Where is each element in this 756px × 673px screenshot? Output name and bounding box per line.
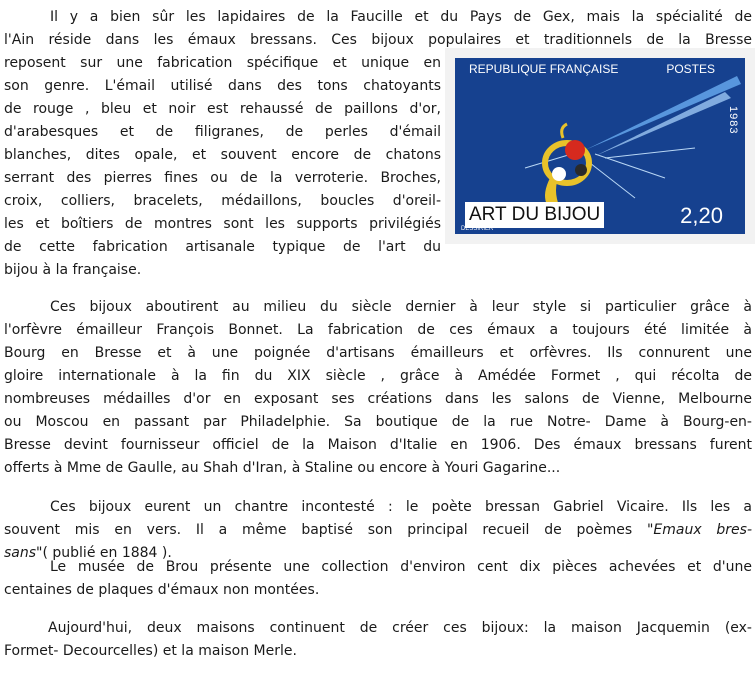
- text-line: Formet- Decourcelles) et la maison Merle.: [4, 643, 297, 659]
- text-segment: ( publié en 1884 ).: [42, 545, 172, 561]
- text-line: serrant des pierres fines ou de la verroterie. Broches,: [4, 170, 441, 186]
- text-line: bijou à la française.: [4, 262, 142, 278]
- text-line: Ces bijoux aboutirent au milieu du siècle dernier à leur style si particulier grâce à: [50, 299, 752, 315]
- text-line: Ces bijoux eurent un chantre incontesté : le poète bressan Gabriel Vicaire. Ils les a: [50, 499, 752, 515]
- text-line: centaines de plaques d'émaux non montées.: [4, 582, 320, 598]
- book-title-part: "Emaux bres-: [646, 522, 752, 538]
- stamp-header: [455, 58, 745, 80]
- text-line: d'arabesques et de filigranes, de perles d'émail: [4, 124, 441, 140]
- text-line: son genre. L'émail utilisé dans des tons chatoyants: [4, 78, 441, 94]
- text-line: gloire internationale à la fin du XIX siècle , grâce à Amédée Formet , qui récolta de: [4, 368, 752, 384]
- text-line: Le musée de Brou présente une collection d'environ cent dix pièces achevées et d'une: [50, 559, 752, 575]
- text-segment: souvent mis en vers. Il a même baptisé son principal recueil de poèmes: [4, 522, 647, 538]
- text-line: offerts à Mme de Gaulle, au Shah d'Iran, à Staline ou encore à Youri Gagarine...: [4, 460, 561, 476]
- stamp-value: 2,20: [680, 203, 723, 228]
- text-line: Bresse devint fournisseur officiel de la Maison d'Italie en 1906. Des émaux bressans furent: [4, 437, 752, 453]
- stamp-designer: DESSIRIER: [461, 226, 494, 232]
- text-line: ou Moscou en passant par Philadelphie. Sa boutique de la rue Notre- Dame à Bourg-en-: [4, 414, 752, 430]
- text-line: de rouge , bleu et noir est rehaussé de paillons d'or,: [4, 101, 441, 117]
- book-title-part: sans": [4, 545, 43, 561]
- text-line: de cette fabrication artisanale typique de l'art du: [4, 239, 441, 255]
- text-line: [4, 519, 752, 542]
- stamp-face: [455, 58, 745, 234]
- text-line: l'Ain réside dans les émaux bressans. Ces bijoux populaires et traditionnels de la Bresse: [4, 32, 752, 48]
- text-line: reposent sur une fabrication spécifique et unique en: [4, 55, 441, 71]
- text-line: Il y a bien sûr les lapidaires de la Faucille et du Pays de Gex, mais la spécialité de: [50, 9, 752, 25]
- text-line: croix, colliers, bracelets, médaillons, boucles d'oreil-: [4, 193, 441, 209]
- stamp-title: ART DU BIJOU: [465, 202, 604, 228]
- postage-stamp: [445, 48, 755, 244]
- text-line: Aujourd'hui, deux maisons continuent de créer ces bijoux: la maison Jacquemin (ex-: [48, 620, 752, 636]
- text-line: Bourg en Bresse et à une poignée d'artisans émailleurs et orfèvres. Ils connurent une: [4, 345, 752, 361]
- text-line: l'orfèvre émailleur François Bonnet. La fabrication de ces émaux a toujours été limitée à: [4, 322, 752, 338]
- text-line: les et boîtiers de montres sont les supports privilégiés: [4, 216, 441, 232]
- stamp-country: REPUBLIQUE FRANÇAISE: [469, 62, 619, 76]
- text-line: nombreuses médailles d'or en exposant ses créations dans les salons de Vienne, Melbourne: [4, 391, 752, 407]
- stamp-year: 1983: [727, 106, 739, 135]
- stamp-postes: POSTES: [666, 62, 715, 76]
- text-line: blanches, dites opale, et souvent encore de chatons: [4, 147, 441, 163]
